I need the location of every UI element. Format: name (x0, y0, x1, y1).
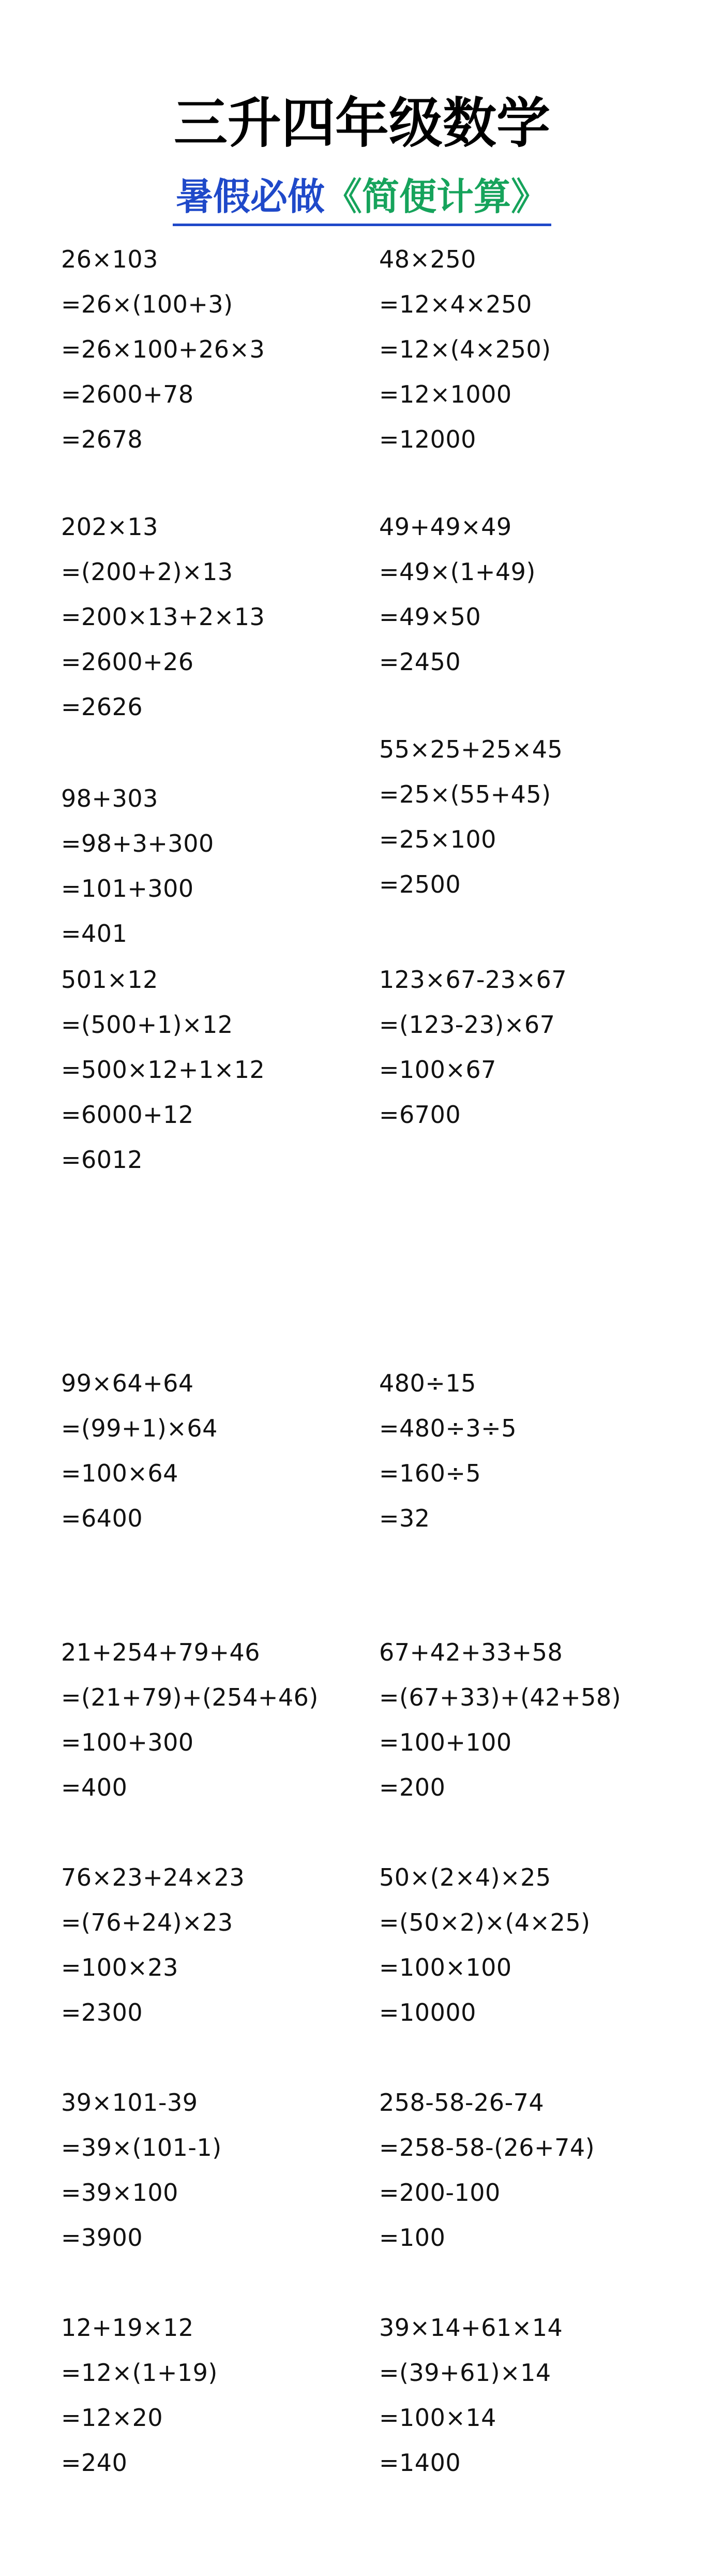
problem-step: =12×(4×250) (379, 335, 551, 363)
problem-expression: 50×(2×4)×25 (379, 1863, 551, 1891)
problem-expression: 98+303 (61, 784, 158, 812)
problem-step: =101+300 (61, 875, 194, 902)
problem-expression: 480÷15 (379, 1369, 476, 1397)
problem-step: =2500 (379, 870, 461, 898)
subtitle-part-b: 《简便计算》 (325, 175, 549, 218)
page-subtitle (0, 171, 724, 226)
problem-block (379, 237, 689, 462)
problem-step: =25×100 (379, 825, 496, 853)
problem-step: =400 (61, 1773, 128, 1801)
problem-block (61, 1855, 371, 2035)
problem-step: =(76+24)×23 (61, 1908, 233, 1936)
problem-step: =(67+33)+(42+58) (379, 1683, 622, 1711)
page-title: 三升四年级数学 (173, 92, 550, 155)
problem-step: =12×(1+19) (61, 2359, 218, 2387)
problem-block (61, 1630, 371, 1810)
problem-block (379, 957, 689, 1137)
problem-step: =240 (61, 2449, 128, 2477)
problem-step: =12×20 (61, 2404, 163, 2432)
problem-expression: 202×13 (61, 513, 158, 541)
problem-step: =200-100 (379, 2179, 501, 2207)
problem-step: =3900 (61, 2224, 143, 2252)
problem-block (61, 1361, 371, 1541)
problem-step: =(50×2)×(4×25) (379, 1908, 591, 1936)
problem-block (379, 505, 689, 685)
problem-step: =401 (61, 920, 128, 948)
problem-block (61, 2080, 371, 2260)
problem-step: =12000 (379, 425, 476, 453)
problem-step: =1400 (379, 2449, 461, 2477)
problem-step: =480÷3÷5 (379, 1414, 517, 1442)
problem-step: =26×100+26×3 (61, 335, 265, 363)
problem-step: =2600+78 (61, 380, 194, 408)
problem-block (379, 1361, 689, 1541)
problem-step: =100×64 (61, 1459, 178, 1487)
subtitle-part-a: 暑假必做 (175, 175, 325, 218)
problem-step: =2300 (61, 1998, 143, 2026)
problem-step: =(500+1)×12 (61, 1011, 233, 1039)
problem-step: =2450 (379, 648, 461, 676)
problem-step: =100×14 (379, 2404, 496, 2432)
problem-expression: 258-58-26-74 (379, 2089, 545, 2116)
problem-step: =200 (379, 1773, 446, 1801)
problem-step: =160÷5 (379, 1459, 481, 1487)
problem-step: =100×67 (379, 1056, 496, 1084)
problem-step: =500×12+1×12 (61, 1056, 265, 1084)
problem-block (61, 237, 371, 462)
problem-step: =6700 (379, 1101, 461, 1129)
problem-step: =49×50 (379, 603, 481, 631)
problem-expression: 67+42+33+58 (379, 1638, 563, 1666)
problem-step: =32 (379, 1504, 430, 1532)
problem-expression: 12+19×12 (61, 2314, 194, 2342)
problem-step: =39×100 (61, 2179, 178, 2207)
problem-expression: 501×12 (61, 966, 158, 994)
problem-expression: 123×67-23×67 (379, 966, 567, 994)
problem-expression: 49+49×49 (379, 513, 512, 541)
problem-block (61, 2305, 371, 2485)
problem-expression: 55×25+25×45 (379, 735, 563, 763)
problem-step: =100+100 (379, 1728, 512, 1756)
problem-step: =25×(55+45) (379, 780, 551, 808)
problem-step: =(123-23)×67 (379, 1011, 555, 1039)
problem-step: =49×(1+49) (379, 558, 536, 586)
problem-step: =12×1000 (379, 380, 512, 408)
problem-block (61, 505, 371, 730)
problem-step: =2626 (61, 693, 143, 721)
problem-step: =(39+61)×14 (379, 2359, 551, 2387)
problem-step: =6000+12 (61, 1101, 194, 1129)
problem-step: =6012 (61, 1146, 143, 1174)
problem-expression: 26×103 (61, 245, 158, 273)
problem-expression: 48×250 (379, 245, 476, 273)
problem-step: =6400 (61, 1504, 143, 1532)
problem-block (379, 1855, 689, 2035)
problem-step: =(21+79)+(254+46) (61, 1683, 319, 1711)
problem-step: =200×13+2×13 (61, 603, 265, 631)
problem-step: =2600+26 (61, 648, 194, 676)
problem-expression: 39×101-39 (61, 2089, 198, 2116)
subtitle-underline (173, 171, 551, 226)
problem-step: =98+3+300 (61, 830, 214, 857)
problem-step: =2678 (61, 425, 143, 453)
problem-step: =(200+2)×13 (61, 558, 233, 586)
problem-step: =258-58-(26+74) (379, 2134, 595, 2162)
problem-step: =26×(100+3) (61, 290, 233, 318)
problem-block (379, 2305, 689, 2485)
problem-step: =100+300 (61, 1728, 194, 1756)
problem-step: =100×23 (61, 1953, 178, 1981)
problem-step: =(99+1)×64 (61, 1414, 218, 1442)
problem-expression: 99×64+64 (61, 1369, 194, 1397)
problem-block (379, 1630, 689, 1810)
problem-block (379, 727, 689, 907)
problem-step: =39×(101-1) (61, 2134, 222, 2162)
problem-step: =100 (379, 2224, 446, 2252)
problem-block (61, 776, 371, 956)
problem-step: =12×4×250 (379, 290, 532, 318)
problem-block (379, 2080, 689, 2260)
problem-expression: 21+254+79+46 (61, 1638, 261, 1666)
problem-step: =100×100 (379, 1953, 512, 1981)
problem-block (61, 957, 371, 1182)
problem-expression: 76×23+24×23 (61, 1863, 245, 1891)
problem-step: =10000 (379, 1998, 476, 2026)
problem-expression: 39×14+61×14 (379, 2314, 563, 2342)
